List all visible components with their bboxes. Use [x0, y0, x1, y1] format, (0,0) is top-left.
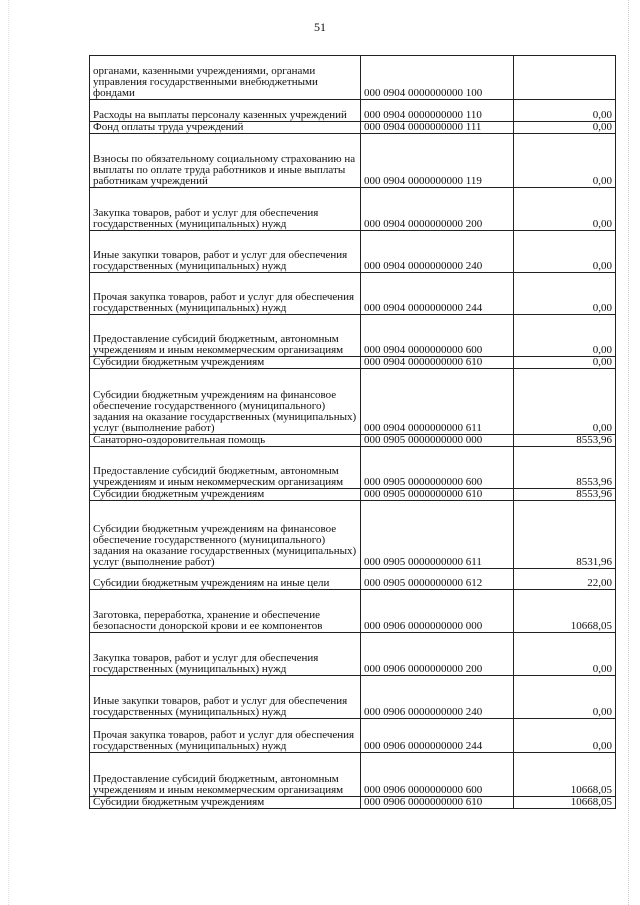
row-code: 000 0904 0000000000 100: [361, 56, 514, 100]
row-amount: 0,00: [514, 100, 616, 122]
row-amount: 0,00: [514, 122, 616, 134]
row-name: Прочая закупка товаров, работ и услуг для обеспечения государственных (муниципальных) нужд: [90, 719, 361, 753]
row-code: 000 0904 0000000000 110: [361, 100, 514, 122]
page-number: 51: [314, 20, 326, 34]
row-name: Закупка товаров, работ и услуг для обеспечения государственных (муниципальных) нужд: [90, 633, 361, 676]
row-code: 000 0904 0000000000 119: [361, 134, 514, 188]
row-name: Прочая закупка товаров, работ и услуг для обеспечения государственных (муниципальных) нужд: [90, 273, 361, 315]
row-name: Иные закупки товаров, работ и услуг для обеспечения государственных (муниципальных) нужд: [90, 676, 361, 719]
scan-edge-left: [8, 0, 10, 905]
row-name: Субсидии бюджетным учреждениям: [90, 797, 361, 809]
row-amount: 8553,96: [514, 489, 616, 501]
table-row: [90, 797, 616, 809]
row-name: Субсидии бюджетным учреждениям: [90, 357, 361, 369]
row-name: Заготовка, переработка, хранение и обеспечение безопасности донорской крови и ее компонентов: [90, 590, 361, 633]
table-row: [90, 315, 616, 357]
row-code: 000 0904 0000000000 600: [361, 315, 514, 357]
table-row: [90, 676, 616, 719]
row-code: 000 0904 0000000000 200: [361, 188, 514, 231]
row-name: Взносы по обязательному социальному страхованию на выплаты по оплате труда работников и иные выплаты работникам учреждений: [90, 134, 361, 188]
row-code: 000 0906 0000000000 610: [361, 797, 514, 809]
table-row: [90, 231, 616, 273]
row-amount: 22,00: [514, 569, 616, 590]
table-row: [90, 100, 616, 122]
row-code: 000 0904 0000000000 244: [361, 273, 514, 315]
row-name: Закупка товаров, работ и услуг для обеспечения государственных (муниципальных) нужд: [90, 188, 361, 231]
row-name: Санаторно-оздоровительная помощь: [90, 435, 361, 447]
row-amount: 0,00: [514, 357, 616, 369]
table-row: [90, 719, 616, 753]
table-row: [90, 501, 616, 569]
row-code: 000 0905 0000000000 600: [361, 447, 514, 489]
row-code: 000 0906 0000000000 200: [361, 633, 514, 676]
row-amount: 10668,05: [514, 753, 616, 797]
row-code: 000 0905 0000000000 612: [361, 569, 514, 590]
row-name: Предоставление субсидий бюджетным, автономным учреждениям и иным некоммерческим организациям: [90, 753, 361, 797]
row-name: Субсидии бюджетным учреждениям: [90, 489, 361, 501]
table-row: [90, 447, 616, 489]
table-row: [90, 273, 616, 315]
row-code: 000 0905 0000000000 611: [361, 501, 514, 569]
row-code: 000 0905 0000000000 610: [361, 489, 514, 501]
row-code: 000 0904 0000000000 610: [361, 357, 514, 369]
scan-edge-right: [628, 0, 630, 905]
row-amount: 8553,96: [514, 447, 616, 489]
row-code: 000 0904 0000000000 611: [361, 369, 514, 435]
row-name: Предоставление субсидий бюджетным, автономным учреждениям и иным некоммерческим организациям: [90, 315, 361, 357]
row-amount: [514, 56, 616, 100]
budget-table-body: [90, 56, 616, 809]
row-name: Предоставление субсидий бюджетным, автономным учреждениям и иным некоммерческим организациям: [90, 447, 361, 489]
row-name: Иные закупки товаров, работ и услуг для обеспечения государственных (муниципальных) нужд: [90, 231, 361, 273]
row-name: Субсидии бюджетным учреждениям на финансовое обеспечение государственного (муниципального) задания на оказание государственных (муниципальных) услуг (выполнение работ): [90, 369, 361, 435]
row-amount: 0,00: [514, 188, 616, 231]
table-row: [90, 369, 616, 435]
table-row: [90, 188, 616, 231]
row-code: 000 0906 0000000000 000: [361, 590, 514, 633]
row-amount: 0,00: [514, 719, 616, 753]
row-code: 000 0904 0000000000 111: [361, 122, 514, 134]
row-amount: 0,00: [514, 369, 616, 435]
row-name: Фонд оплаты труда учреждений: [90, 122, 361, 134]
row-code: 000 0906 0000000000 240: [361, 676, 514, 719]
budget-table: [89, 55, 616, 809]
row-code: 000 0906 0000000000 600: [361, 753, 514, 797]
table-row: [90, 122, 616, 134]
row-code: 000 0904 0000000000 240: [361, 231, 514, 273]
row-name: органами, казенными учреждениями, органами управления государственными внебюджетными фондами: [90, 56, 361, 100]
table-row: [90, 753, 616, 797]
table-row: [90, 56, 616, 100]
table-row: [90, 134, 616, 188]
table-row: [90, 357, 616, 369]
row-amount: 10668,05: [514, 797, 616, 809]
row-name: Субсидии бюджетным учреждениям на финансовое обеспечение государственного (муниципального) задания на оказание государственных (муниципальных) услуг (выполнение работ): [90, 501, 361, 569]
table-row: [90, 633, 616, 676]
row-amount: 0,00: [514, 134, 616, 188]
row-amount: 0,00: [514, 633, 616, 676]
row-code: 000 0906 0000000000 244: [361, 719, 514, 753]
row-amount: 0,00: [514, 231, 616, 273]
row-name: Субсидии бюджетным учреждениям на иные цели: [90, 569, 361, 590]
row-amount: 0,00: [514, 676, 616, 719]
row-amount: 0,00: [514, 315, 616, 357]
row-amount: 8553,96: [514, 435, 616, 447]
table-row: [90, 590, 616, 633]
row-name: Расходы на выплаты персоналу казенных учреждений: [90, 100, 361, 122]
table-row: [90, 435, 616, 447]
table-row: [90, 569, 616, 590]
table-row: [90, 489, 616, 501]
row-amount: 8531,96: [514, 501, 616, 569]
row-amount: 10668,05: [514, 590, 616, 633]
row-code: 000 0905 0000000000 000: [361, 435, 514, 447]
row-amount: 0,00: [514, 273, 616, 315]
